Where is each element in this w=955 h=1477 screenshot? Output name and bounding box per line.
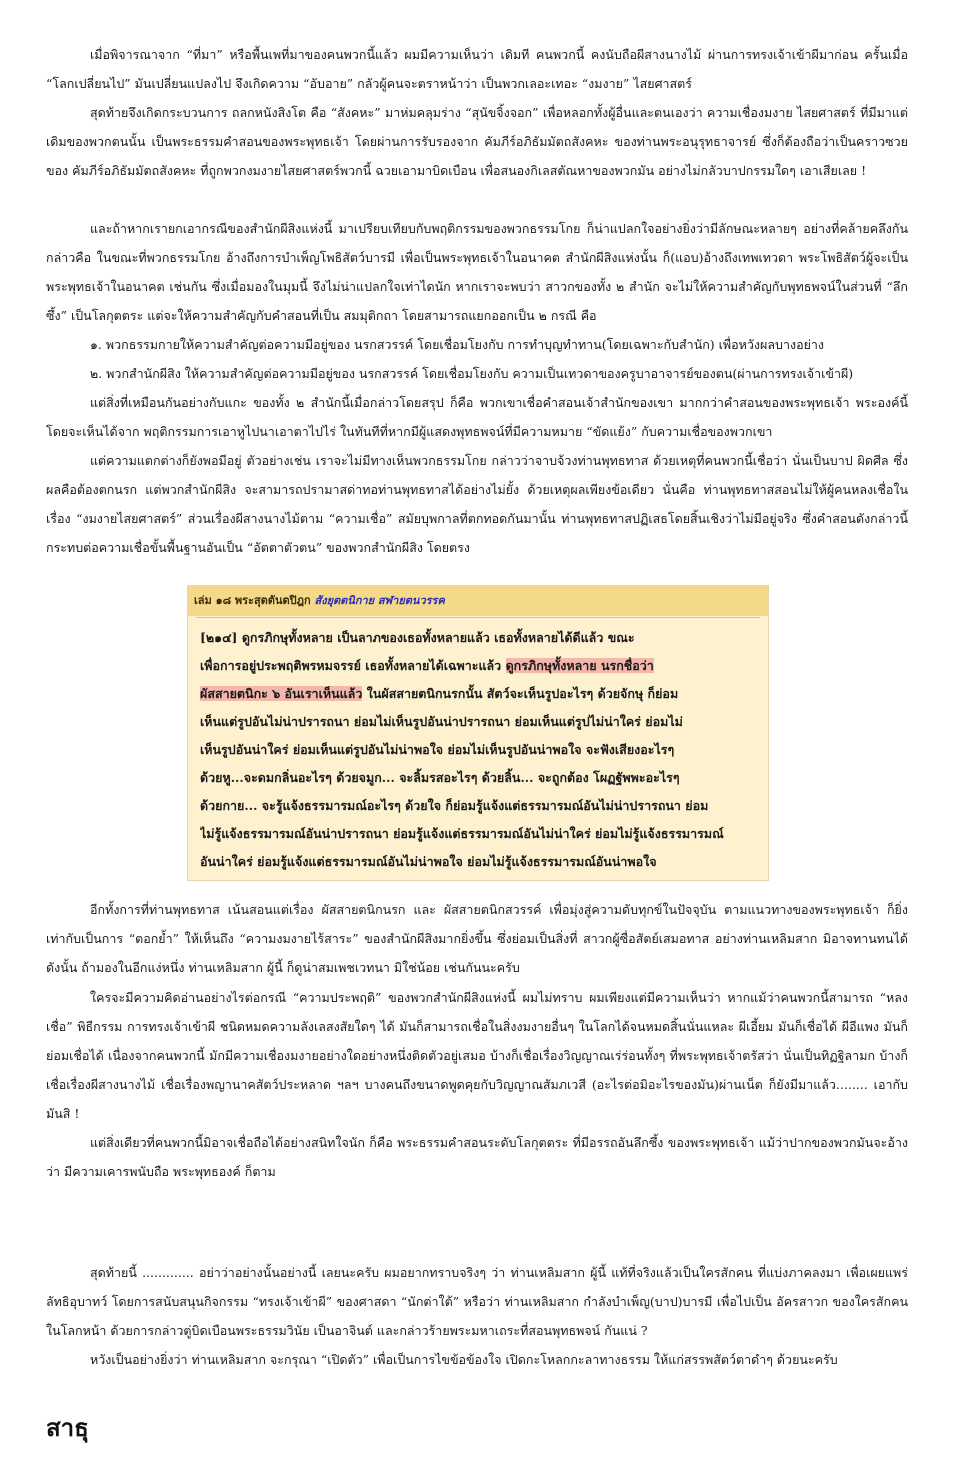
quote-line: [๒๑๔] ดูกรภิกษุทั้งหลาย เป็นลาภของเธอทั้งหลายแล้ว เธอทั้งหลายได้ดีแล้ว ขณะ <box>200 630 635 645</box>
scripture-quote-body <box>200 624 756 876</box>
scripture-collection-link[interactable]: สังยุตตนิกาย สฬายตนวรรค <box>314 594 445 607</box>
paragraph-closing-hope: หวังเป็นอย่างยิ่งว่า ท่านเหลิมสาก จะกรุณา “เปิดตัว” เพื่อเป็นการไขข้อข้องใจ เปิดกะโหลกกะลาทางธรรม ให้แก่สรรพสัตว์ตาดำๆ ด้วยนะครับ <box>90 1352 838 1367</box>
closing-signature: สาธุ <box>46 1413 89 1442</box>
paragraph-origin: เมื่อพิจารณาจาก “ที่มา” หรือพื้นเพที่มาของคนพวกนี้แล้ว ผมมีความเห็นว่า เดิมที คนพวกนี้ คงนับถือผีสางนางไม้ ผ่านการทรงเจ้าเข้าผีมาก่อน ครั้นเมื่อ “โลกเปลี่ยนไป” มันเปลี่ยนแปลงไป จึงเกิดความ “อับอาย” กลัวผู้คนจะตราหน้าว่า เป็นพวกเลอะเทอะ “งมงาย” ไสยศาสตร์ <box>46 47 908 91</box>
paragraph-opinion: ใครจะมีความคิดอ่านอย่างไรต่อกรณี “ความประพฤติ” ของพวกสำนักผีสิงแห่งนี้ ผมไม่ทราบ ผมเพียงแต่มีความเห็นว่า หากแม้ว่าคนพวกนี้สามารถ “หลงเชื่อ” พิธีกรรม การทรงเจ้าเข้าผี ชนิดหมดความลังเลสงสัยใดๆ ได้ มันก็สามารถเชื่อในสิ่งงมงายอื่นๆ ในโลกได้จนหมดสิ้นนั่นแหละ ผีเอี้ยม มันก็เชื่อได้ ผีอีแพง มันก็ย่อมเชื่อได้ เนื่องจากคนพวกนี้ มักมีความเชื่องมงายอย่างใดอย่างหนึ่งติดตัวอยู่เสมอ บ้างก็เชื่อเรื่องวิญญาณเร่ร่อนทั้งๆ ที่พระพุทธเจ้าตรัสว่า นั่นเป็นทิฏฐิลามก บ้างก็เชื่อเรื่องผีสางนางไม้ เชื่อเรื่องพญานาคสัตว์ประหลาด ฯลฯ บางคนถึงขนาดพูดคุยกับวิญญาณสัมภเวสี (อะไรต่อมิอะไรของมัน)ผ่านเน็ต ก็ยังมีมาแล้ว........ เอากับมันสิ ! <box>46 990 908 1121</box>
paragraph-disbelief: แต่สิ่งเดียวที่คนพวกนี้มิอาจเชื่อถือได้อย่างสนิทใจนัก ก็คือ พระธรรมคำสอนระดับโลกุตตระ ที่มีอรรถอันลึกซึ้ง ของพระพุทธเจ้า แม้ว่าปากของพวกมันจะอ้างว่า มีความเคารพนับถือ พระพุทธองค์ ก็ตาม <box>46 1135 908 1179</box>
paragraph-case-1: ๑. พวกธรรมกายให้ความสำคัญต่อความมีอยู่ของ นรกสวรรค์ โดยเชื่อมโยงกับ การทำบุญทำทาน(โดยเฉพาะกับสำนัก) เพื่อหวังผลบางอย่าง <box>90 337 825 352</box>
quote-line: ไม่รู้แจ้งธรรมารมณ์อันน่าปรารถนา ย่อมรู้แจ้งแต่ธรรมารมณ์อันไม่น่าใคร่ ย่อมไม่รู้แจ้งธรรมารมณ์ <box>200 826 724 841</box>
paragraph-difference: แต่ความแตกต่างก็ยังพอมีอยู่ ตัวอย่างเช่น เราจะไม่มีทางเห็นพวกธรรมโกย กล่าวว่าจาบจ้วงท่านพุทธทาส ด้วยเหตุที่คนพวกนี้เชื่อว่า นั่นเป็นบาป ผิดศีล ซึ่งผลคือต้องตกนรก แต่พวกสำนักผีสิง จะสามารถปรามาสด่าทอท่านพุทธทาสได้อย่างไม่ยั้ง ด้วยเหตุผลเพียงข้อเดียว นั่นคือ ท่านพุทธทาสสอนไม่ให้ผู้คนหลงเชื่อในเรื่อง “งมงายไสยศาสตร์” ส่วนเรื่องผีสางนางไม้ตาม “ความเชื่อ” สมัยบุพกาลที่ตกทอดกันมานั้น ท่านพุทธทาสปฏิเสธโดยสิ้นเชิงว่าไม่มีอยู่จริง ซึ่งคำสอนดังกล่าวนี้ กระทบต่อความเชื่อขั้นพื้นฐานอันเป็น “อัตตาตัวตน” ของพวกสำนักผีสิง โดยตรง <box>46 453 908 555</box>
scripture-volume-label: เล่ม ๑๘ พระสุตตันตปิฎก <box>194 594 311 607</box>
highlighted-quote-text: ดูกรภิกษุทั้งหลาย นรกชื่อว่า <box>505 658 654 673</box>
quote-divider <box>196 617 760 618</box>
paragraph-final-question: สุดท้ายนี้ ............. อย่าว่าอย่างนั้นอย่างนี้ เลยนะครับ ผมอยากทราบจริงๆ ว่า ท่านเหลิมสาก ผู้นี้ แท้ที่จริงแล้วเป็นใครสักคน ที่แบ่งภาคลงมา เพื่อเผยแพร่ลัทธิอุบาทว์ โดยการสนับสนุนกิจกรรม “ทรงเจ้าเข้าผี” ของศาสดา “นักต่าใต้” หรือว่า ท่านเหลิมสาก กำลังบำเพ็ญ(บาป)บารมี เพื่อไปเป็น อัครสาวก ของใครสักคน ในโลกหน้า ด้วยการกล่าวตู่บิดเบือนพระธรรมวินัย เป็นอาจินต์ และกล่าวร้ายพระมหาเถระที่สอนพุทธพจน์ กันแน่ ? <box>46 1265 908 1338</box>
quote-line: เห็นแต่รูปอันไม่น่าปรารถนา ย่อมไม่เห็นรูปอันน่าปรารถนา ย่อมเห็นแต่รูปไม่น่าใคร่ ย่อมไม่ <box>200 714 683 729</box>
paragraph-buddhadasa-teaching: อีกทั้งการที่ท่านพุทธทาส เน้นสอนแต่เรื่อง ผัสสายตนิกนรก และ ผัสสายตนิกสวรรค์ เพื่อมุ่งสู่ความดับทุกข์ในปัจจุบัน ตามแนวทางของพระพุทธเจ้า ก็ยิ่งเท่ากับเป็นการ “ตอกย้ำ” ให้เห็นถึง “ความงมงายไร้สาระ” ของสำนักผีสิงมากยิ่งขึ้น ซึ่งย่อมเป็นสิ่งที่ สาวกผู้ซื่อสัตย์เสมอทาส อย่างท่านเหลิมสาก มิอาจทานทนได้ ดังนั้น ถ้ามองในอีกแง่หนึ่ง ท่านเหลิมสาก ผู้นี้ ก็ดูน่าสมเพชเวทนา มิใช่น้อย เช่นกันนะครับ <box>46 902 908 975</box>
quote-line: ด้วยกาย... จะรู้แจ้งธรรมารมณ์อะไรๆ ด้วยใจ ก็ย่อมรู้แจ้งแต่ธรรมารมณ์อันไม่น่าปรารถนา ย่อม <box>200 798 709 813</box>
quote-line: เพื่อการอยู่ประพฤติพรหมจรรย์ เธอทั้งหลายได้เฉพาะแล้ว ดูกรภิกษุทั้งหลาย นรกชื่อว่า <box>200 658 654 673</box>
quote-line: ผัสสายตนิกะ ๖ อันเราเห็นแล้ว ในผัสสายตนิกนรกนั้น สัตว์จะเห็นรูปอะไรๆ ด้วยจักษุ ก็ย่อม <box>200 686 679 701</box>
paragraph-conclusion-lion-skin: สุดท้ายจึงเกิดกระบวนการ ถลกหนังสิงโต คือ “สังคหะ” มาห่มคลุมร่าง “สุนัขจิ้งจอก” เพื่อหลอกทั้งผู้อื่นและตนเองว่า ความเชื่องมงาย ไสยศาสตร์ ที่มีมาแต่เดิมของพวกตนนั้น เป็นพระธรรมคำสอนของพระพุทธเจ้า โดยผ่านการรับรองจาก คัมภีร์อภิธัมมัตถสังคหะ ของท่านพระอนุรุทธาจารย์ ซึ่งก็ต้องถือว่าเป็นคราวซวยของ คัมภีร์อภิธัมมัตถสังคหะ ที่ถูกพวกงมงายไสยศาสตร์พวกนี้ ฉวยเอามาบิดเบือน เพื่อสนองกิเลสตัณหาของพวกมัน อย่างไม่กลัวบาปกรรมใดๆ เอาเสียเลย ! <box>46 105 908 178</box>
highlighted-quote-text: ผัสสายตนิกะ ๖ อันเราเห็นแล้ว <box>200 686 363 701</box>
quote-line: ด้วยหู...จะดมกลิ่นอะไรๆ ด้วยจมูก... จะลิ้มรสอะไรๆ ด้วยลิ้น... จะถูกต้อง โผฏฐัพพะอะไรๆ <box>200 770 680 785</box>
paragraph-similarity: แต่สิ่งที่เหมือนกันอย่างกับแกะ ของทั้ง ๒ สำนักนี้เมื่อกล่าวโดยสรุป ก็คือ พวกเขาเชื่อคำสอนเจ้าสำนักของเขา มากกว่าคำสอนของพระพุทธเจ้า พระองค์นี้ โดยจะเห็นได้จาก พฤติกรรมการเอาหูไปนาเอาตาไปไร่ ในทันทีที่หากมีผู้แสดงพุทธพจน์ที่มีความหมาย “ขัดแย้ง” กับความเชื่อของพวกเขา <box>46 395 908 439</box>
quote-line: อันน่าใคร่ ย่อมรู้แจ้งแต่ธรรมารมณ์อันไม่น่าพอใจ ย่อมไม่รู้แจ้งธรรมารมณ์อันน่าพอใจ <box>200 854 657 869</box>
quote-line: เห็นรูปอันน่าใคร่ ย่อมเห็นแต่รูปอันไม่น่าพอใจ ย่อมไม่เห็นรูปอันน่าพอใจ จะฟังเสียงอะไรๆ <box>200 742 675 757</box>
paragraph-case-2: ๒. พวกสำนักผีสิง ให้ความสำคัญต่อความมีอยู่ของ นรกสวรรค์ โดยเชื่อมโยงกับ ความเป็นเทวดาของครูบาอาจารย์ของตน(ผ่านการทรงเจ้าเข้าผี) <box>90 366 854 381</box>
paragraph-comparison: และถ้าหากเรายกเอากรณีของสำนักผีสิงแห่งนี้ มาเปรียบเทียบกับพฤติกรรมของพวกธรรมโกย ก็น่าแปลกใจอย่างยิ่งว่ามีลักษณะหลายๆ อย่างที่คล้ายคลึงกัน กล่าวคือ ในขณะที่พวกธรรมโกย อ้างถึงการบำเพ็ญโพธิสัตว์บารมี เพื่อเป็นพระพุทธเจ้าในอนาคต สำนักผีสิงแห่งนั้น ก็(แอบ)อ้างถึงเทพเทวดา พระโพธิสัตว์ผู้จะเป็นพระพุทธเจ้าในอนาคต เช่นกัน ซึ่งเมื่อมองในมุมนี้ จึงไม่น่าแปลกใจเท่าไดนัก หากเราจะพบว่า สาวกของทั้ง ๒ สำนัก จะไม่ให้ความสำคัญกับพุทธพจน์ในส่วนที่ “ลึกซึ้ง” เป็นโลกุตตระ แต่จะให้ความสำคัญกับคำสอนที่เป็น สมมุติกถา โดยสามารถแยกออกเป็น ๒ กรณี คือ <box>46 221 908 323</box>
scripture-quote-header <box>188 586 768 616</box>
scripture-quote-box <box>187 585 769 881</box>
